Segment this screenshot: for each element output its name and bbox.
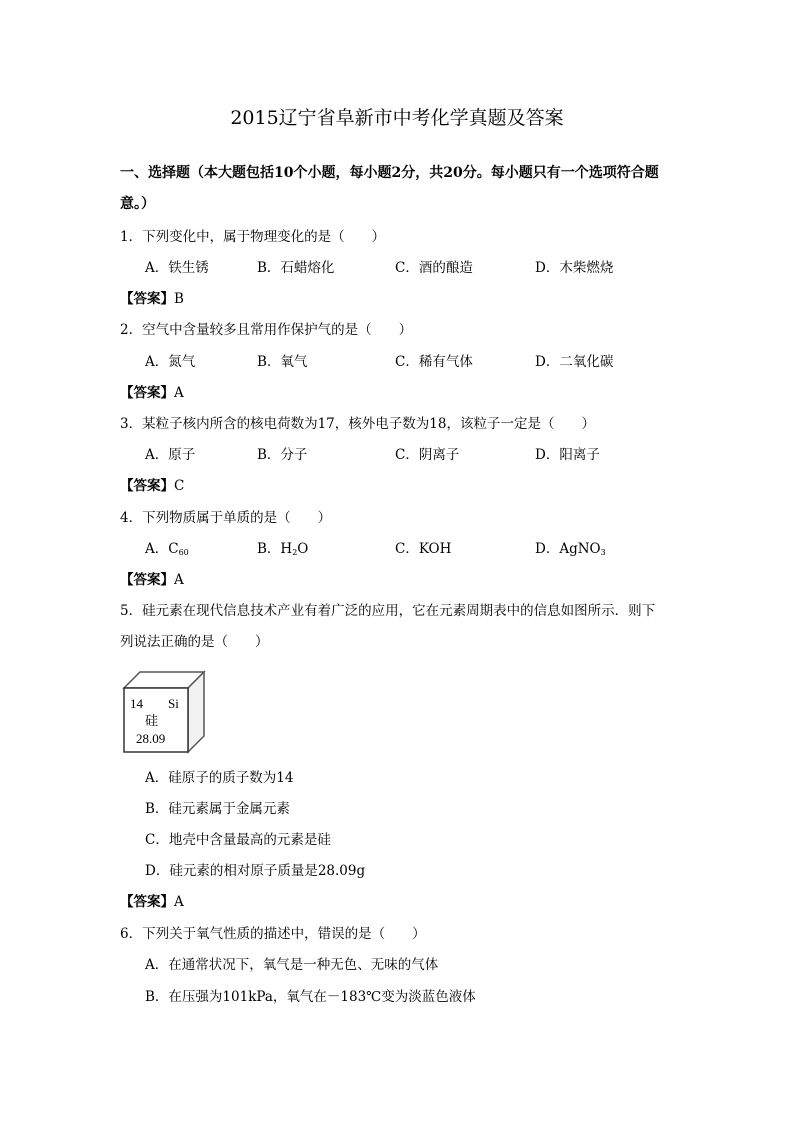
answer-tag: 【答案】 <box>120 894 174 910</box>
question-5-stem-line2: 列说法正确的是（ ） <box>120 634 269 650</box>
q4-option-b: B．$H_2O$ <box>257 541 309 557</box>
question-1-stem: 1．下列变化中，属于物理变化的是（ ） <box>120 229 386 245</box>
q4-option-a: A．$C_{60}$ <box>145 541 189 557</box>
question-2-answer <box>120 382 184 404</box>
question-6-stem: 6．下列关于氧气性质的描述中，错误的是（ ） <box>120 926 426 942</box>
q5-option-c: C．地壳中含量最高的元素是硅 <box>145 832 331 848</box>
question-5-answer <box>120 891 184 913</box>
element-atomic-mass: 28.09 <box>136 731 166 746</box>
section-heading: 一、选择题（本大题包括10个小题，每小题2分，共20分。每小题只有一个选项符合题意。） <box>120 165 659 212</box>
answer-value: B <box>174 291 184 307</box>
element-symbol: Si <box>168 696 179 711</box>
answer-tag: 【答案】 <box>120 478 174 494</box>
q1-option-c: C．酒的酿造 <box>395 260 473 276</box>
answer-value: A <box>174 894 184 910</box>
answer-value: A <box>174 385 184 401</box>
question-3-answer <box>120 475 184 497</box>
q6-option-a: A．在通常状况下，氧气是一种无色、无味的气体 <box>145 957 439 973</box>
q1-option-b: B．石蜡熔化 <box>257 260 335 276</box>
answer-value: C <box>174 478 185 494</box>
answer-tag: 【答案】 <box>120 385 174 401</box>
question-5-stem-line1: 5．硅元素在现代信息技术产业有着广泛的应用，它在元素周期表中的信息如图所示．则下 <box>120 603 656 619</box>
periodic-table-cell-figure <box>118 666 208 754</box>
q2-option-d: D．二氧化碳 <box>535 354 614 370</box>
question-1-answer <box>120 288 184 310</box>
element-cube-figure <box>118 666 208 754</box>
answer-value: A <box>174 572 184 588</box>
answer-tag: 【答案】 <box>120 291 174 307</box>
page-title: 2015辽宁省阜新市中考化学真题及答案 <box>230 107 564 129</box>
q3-option-c: C．阴离子 <box>395 447 460 463</box>
question-3-stem: 3．某粒子核内所含的核电荷数为17，核外电子数为18，该粒子一定是（ ） <box>120 416 595 432</box>
q4-option-c: C．KOH <box>395 541 452 557</box>
q5-option-d: D．硅元素的相对原子质量是28.09g <box>145 863 366 879</box>
question-4-answer <box>120 569 184 591</box>
question-2-stem: 2．空气中含量较多且常用作保护气的是（ ） <box>120 322 413 338</box>
q1-option-d: D．木柴燃烧 <box>535 260 614 276</box>
q6-option-b: B．在压强为101kPa，氧气在－183℃变为淡蓝色液体 <box>145 989 476 1005</box>
q2-option-c: C．稀有气体 <box>395 354 473 370</box>
q5-option-a: A．硅原子的质子数为14 <box>145 770 294 786</box>
answer-tag: 【答案】 <box>120 572 174 588</box>
q3-option-b: B．分子 <box>257 447 308 463</box>
element-atomic-number: 14 <box>130 696 143 711</box>
q1-option-a: A．铁生锈 <box>145 260 209 276</box>
q2-option-a: A．氮气 <box>145 354 196 370</box>
q4-option-d: D．AgNO$_3$ <box>535 541 606 557</box>
question-4-stem: 4．下列物质属于单质的是（ ） <box>120 510 332 526</box>
q2-option-b: B．氧气 <box>257 354 308 370</box>
q5-option-b: B．硅元素属于金属元素 <box>145 801 290 817</box>
q3-option-d: D．阳离子 <box>535 447 600 463</box>
element-name: 硅 <box>145 714 159 729</box>
q3-option-a: A．原子 <box>145 447 196 463</box>
